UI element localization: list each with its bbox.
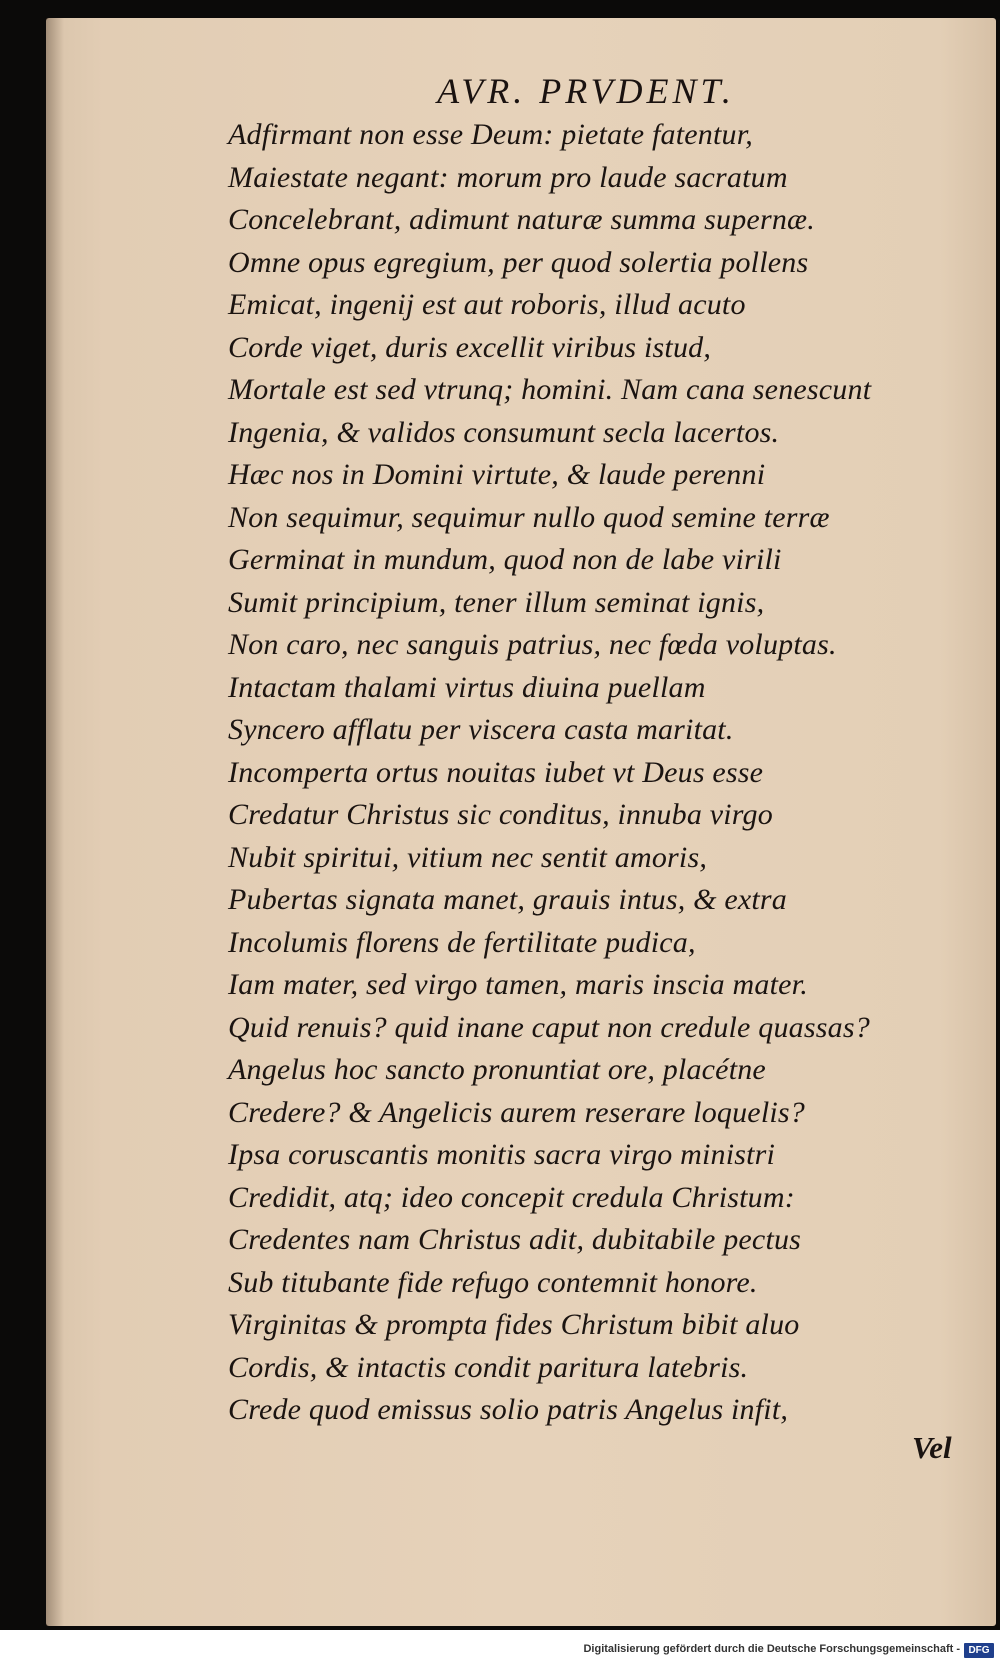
verse-line: Crede quod emissus solio patris Angelus infit, — [228, 1393, 789, 1426]
verse-line: Quid renuis? quid inane caput non credule quassas? — [228, 1010, 870, 1044]
verse-line: Omne opus egregium, per quod solertia pollens — [228, 245, 809, 279]
verse-line: Credere? & Angelicis aurem reserare loquelis? — [228, 1095, 805, 1129]
verse-line: Intactam thalami virtus diuina puellam — [228, 670, 706, 704]
verse-line: Cordis, & intactis condit paritura latebris. — [228, 1350, 749, 1384]
verse-line: Ingenia, & validos consumunt secla lacertos. — [228, 415, 780, 449]
verse-line: Virginitas & prompta fides Christum bibit aluo — [228, 1308, 800, 1341]
verse-line: Mortale est sed vtrunq; homini. Nam cana senescunt — [228, 373, 872, 406]
running-head: AVR. PRVDENT. — [437, 71, 735, 111]
book-page — [46, 18, 996, 1626]
verse-line: Emicat, ingenij est aut roboris, illud acuto — [228, 288, 746, 321]
verse-line: Credentes nam Christus adit, dubitabile pectus — [228, 1223, 802, 1256]
verse-line: Nubit spiritui, vitium nec sentit amoris, — [228, 840, 708, 874]
verse-line: Non caro, nec sanguis patrius, nec fœda voluptas. — [228, 628, 837, 661]
verse-line: Corde viget, duris excellit viribus istud, — [228, 330, 712, 364]
verse-line: Credidit, atq; ideo concepit credula Christum: — [228, 1180, 795, 1214]
verse-line: Adfirmant non esse Deum: pietate fatentur, — [228, 118, 753, 151]
verse-line: Non sequimur, sequimur nullo quod semine terræ — [228, 500, 830, 534]
verse-line: Germinat in mundum, quod non de labe virili — [228, 543, 782, 576]
verse-line: Syncero afflatu per viscera casta maritat. — [228, 713, 734, 746]
verse-line: Incolumis florens de fertilitate pudica, — [228, 925, 696, 959]
verse-line: Credatur Christus sic conditus, innuba virgo — [228, 798, 773, 831]
spine-shadow — [46, 18, 64, 1626]
verse-text — [228, 114, 968, 1432]
verse-line: Angelus hoc sancto pronuntiat ore, placétne — [228, 1053, 766, 1086]
verse-line: Sumit principium, tener illum seminat ignis, — [228, 585, 765, 619]
verse-line: Pubertas signata manet, grauis intus, & extra — [228, 883, 787, 916]
funding-credit: Digitalisierung gefördert durch die Deutsche Forschungsgemeinschaft - — [583, 1643, 960, 1655]
dfg-logo-icon: DFG — [964, 1643, 994, 1658]
verse-line: Hæc nos in Domini virtute, & laude perenni — [228, 458, 766, 491]
verse-line: Ipsa coruscantis monitis sacra virgo ministri — [228, 1138, 776, 1171]
catchword: Vel — [912, 1430, 952, 1465]
verse-line: Iam mater, sed virgo tamen, maris inscia mater. — [228, 968, 808, 1001]
verse-line: Incomperta ortus nouitas iubet vt Deus esse — [228, 755, 764, 789]
verse-line: Concelebrant, adimunt naturæ summa supernæ. — [228, 203, 815, 236]
verse-line: Maiestate negant: morum pro laude sacratum — [228, 160, 788, 194]
verse-line: Sub titubante fide refugo contemnit honore. — [228, 1265, 758, 1299]
